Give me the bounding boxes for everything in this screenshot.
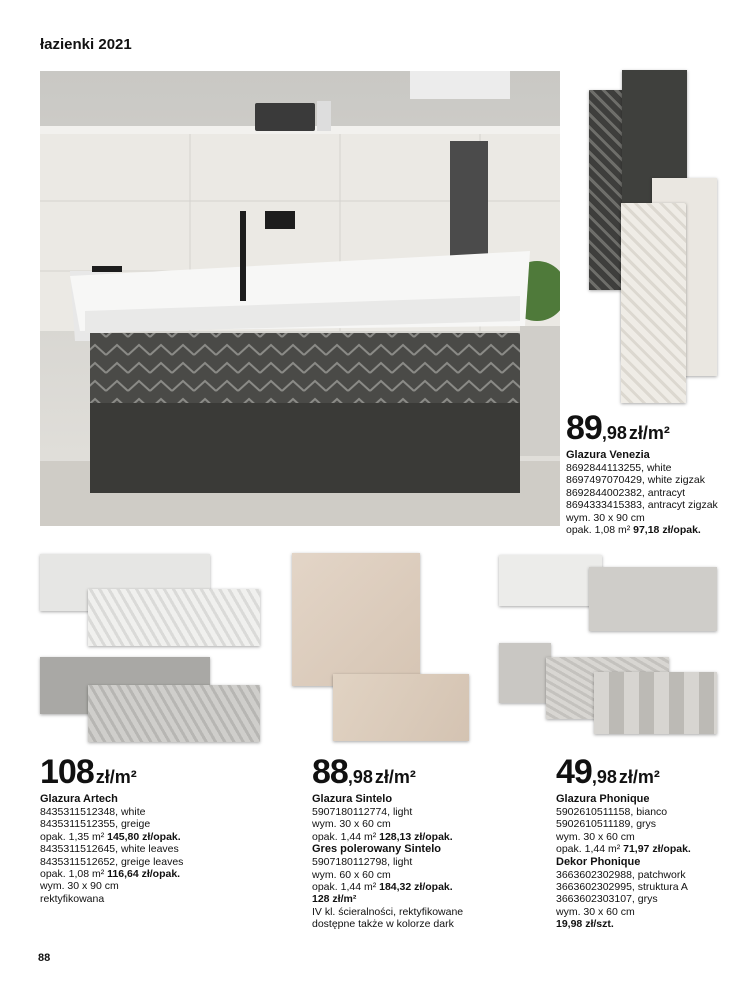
detail-line: wym. 30 x 90 cm xyxy=(566,511,645,524)
detail-line: 5907180112774, light xyxy=(312,806,413,818)
detail-line: 3663602302995, struktura A xyxy=(556,881,688,894)
product-phonique xyxy=(556,755,746,931)
product-name-2: Dekor Phonique xyxy=(556,855,641,868)
price: 89,98 zł/m² xyxy=(566,409,670,447)
detail-line: wym. 30 x 60 cm xyxy=(312,818,391,831)
detail-line: 8692844113255, white xyxy=(566,462,672,474)
tile-phonique-grys xyxy=(589,567,717,631)
detail-line: rektyfikowana xyxy=(40,892,105,905)
detail-line: 8694333415383, antracyt zigzak xyxy=(566,499,718,512)
page-title: łazienki 2021 xyxy=(40,36,132,53)
detail-line: opak. 1,08 m² 97,18 zł/opak. xyxy=(566,524,701,537)
page-number: 88 xyxy=(38,952,51,964)
tile-phonique-bianco xyxy=(499,555,602,606)
product-details-2 xyxy=(312,856,512,930)
tile-phonique-struktura xyxy=(499,643,551,703)
detail-line: 8692844002382, antracyt xyxy=(566,486,686,499)
product-sintelo xyxy=(312,755,512,931)
product-details xyxy=(40,806,280,905)
detail-line: dostępne także w kolorze dark xyxy=(312,918,454,931)
bathroom-illustration xyxy=(40,71,560,526)
detail-line: 5902610511189, grys xyxy=(556,818,657,831)
detail-line: 5902610511158, bianco xyxy=(556,806,668,818)
product-name: Glazura Sintelo xyxy=(312,793,393,805)
price: 49,98 zł/m² xyxy=(556,753,660,791)
detail-line: opak. 1,44 m² 184,32 zł/opak. xyxy=(312,881,453,894)
detail-line: 8435311512355, greige xyxy=(40,818,151,831)
product-details xyxy=(566,462,751,536)
product-name: Glazura Artech xyxy=(40,793,118,805)
detail-line: 8435311512645, white leaves xyxy=(40,843,179,856)
product-artech xyxy=(40,755,280,905)
detail-line: 8435311512652, greige leaves xyxy=(40,855,184,868)
detail-line: wym. 30 x 60 cm xyxy=(556,830,635,843)
tile-sintelo-60x60 xyxy=(292,553,420,686)
tile-phonique-patchwork xyxy=(594,672,717,734)
detail-line: opak. 1,44 m² 128,13 zł/opak. xyxy=(312,830,453,843)
product-name-2: Gres polerowany Sintelo xyxy=(312,843,441,856)
detail-line: wym. 60 x 60 cm xyxy=(312,868,391,881)
product-name: Glazura Phonique xyxy=(556,793,650,805)
product-venezia xyxy=(566,411,751,536)
detail-line: opak. 1,08 m² 116,64 zł/opak. xyxy=(40,868,181,881)
product-name: Glazura Venezia xyxy=(566,449,650,461)
detail-line: 5907180112798, light xyxy=(312,856,413,869)
detail-line: IV kl. ścieralności, rektyfikowane xyxy=(312,905,464,918)
product-details xyxy=(556,806,746,856)
detail-line: 8435311512348, white xyxy=(40,806,146,818)
product-details-2 xyxy=(556,869,746,931)
price: 88,98 zł/m² xyxy=(312,753,416,791)
detail-line: wym. 30 x 90 cm xyxy=(40,880,119,893)
detail-line: 3663602303107, grys xyxy=(556,893,658,906)
detail-line: opak. 1,35 m² 145,80 zł/opak. xyxy=(40,830,181,843)
hero-bathroom-photo xyxy=(40,71,560,526)
detail-line: opak. 1,44 m² 71,97 zł/opak. xyxy=(556,843,691,856)
product-details xyxy=(312,806,512,843)
detail-line: 8697497070429, white zigzak xyxy=(566,474,705,487)
tile-sintelo-30x60 xyxy=(333,674,469,741)
tile-artech-greige-leaves xyxy=(88,685,260,742)
detail-line: 128 zł/m² xyxy=(312,893,357,906)
detail-line: 3663602302988, patchwork xyxy=(556,868,686,881)
tile-artech-white-leaves xyxy=(88,589,260,646)
detail-line: 19,98 zł/szt. xyxy=(556,918,614,931)
tile-venezia-white-zigzak xyxy=(621,203,686,403)
detail-line: wym. 30 x 60 cm xyxy=(556,905,635,918)
price: 108 zł/m² xyxy=(40,753,137,791)
